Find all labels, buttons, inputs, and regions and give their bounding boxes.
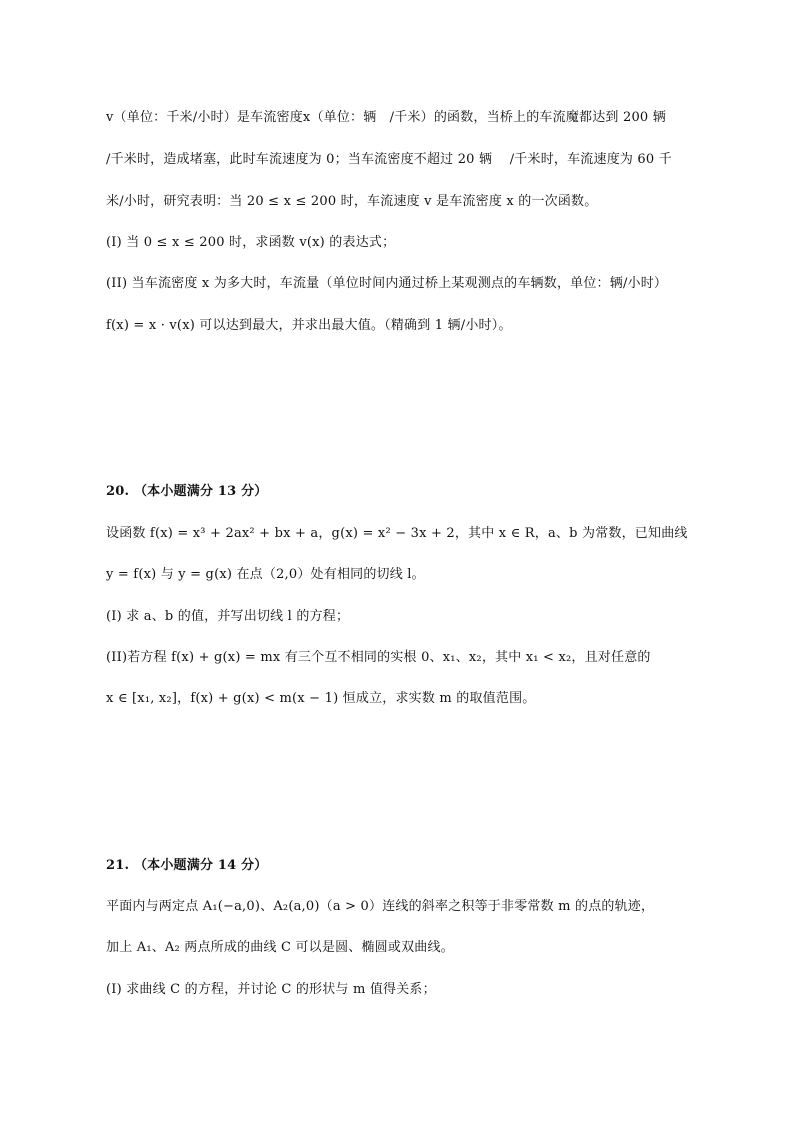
- text-line: (I) 求 a、b 的值，并写出切线 l 的方程；: [106, 609, 350, 624]
- problem-21-heading: 21. （本小题满分 14 分）: [106, 858, 268, 873]
- text-line: (II) 当车流密度 x 为多大时，车流量（单位时间内通过桥上某观测点的车辆数，单位：辆/小时）: [106, 276, 668, 291]
- text-line: 米/小时，研究表明：当 20 ≤ x ≤ 200 时，车流速度 v 是车流密度 x 的一次函数。: [106, 194, 598, 209]
- text-line: 设函数 f(x) = x³ + 2ax² + bx + a，g(x) = x² − 3x + 2，其中 x ∈ R，a、b 为常数，已知曲线: [106, 526, 688, 541]
- text-line: y = f(x) 与 y = g(x) 在点（2,0）处有相同的切线 l。: [106, 567, 425, 582]
- text-line: (II)若方程 f(x) + g(x) = mx 有三个互不相同的实根 0、x₁、x₂，其中 x₁ < x₂，且对任意的: [106, 650, 651, 665]
- text-line: 平面内与两定点 A₁(−a,0)、A₂(a,0)（a > 0）连线的斜率之积等于非零常数 m 的点的轨迹，: [106, 899, 655, 914]
- text-line: 加上 A₁、A₂ 两点所成的曲线 C 可以是圆、椭圆或双曲线。: [106, 940, 454, 955]
- text-line: (I) 当 0 ≤ x ≤ 200 时，求函数 v(x) 的表达式；: [106, 235, 396, 250]
- text-line: (I) 求曲线 C 的方程，并讨论 C 的形状与 m 值得关系；: [106, 982, 436, 997]
- text-line: v（单位：千米/小时）是车流密度x（单位：辆 /千米）的函数，当桥上的车流魔都达到 200 辆: [106, 110, 666, 125]
- problem-20-heading: 20. （本小题满分 13 分）: [106, 484, 268, 499]
- text-line: /千米时，造成堵塞，此时车流速度为 0；当车流密度不超过 20 辆 /千米时，车流速度为 60 千: [106, 152, 672, 167]
- text-line: f(x) = x · v(x) 可以达到最大，并求出最大值。（精确到 1 辆/小时）。: [106, 318, 512, 333]
- text-line: x ∈ [x₁, x₂]，f(x) + g(x) < m(x − 1) 恒成立，求实数 m 的取值范围。: [106, 691, 536, 706]
